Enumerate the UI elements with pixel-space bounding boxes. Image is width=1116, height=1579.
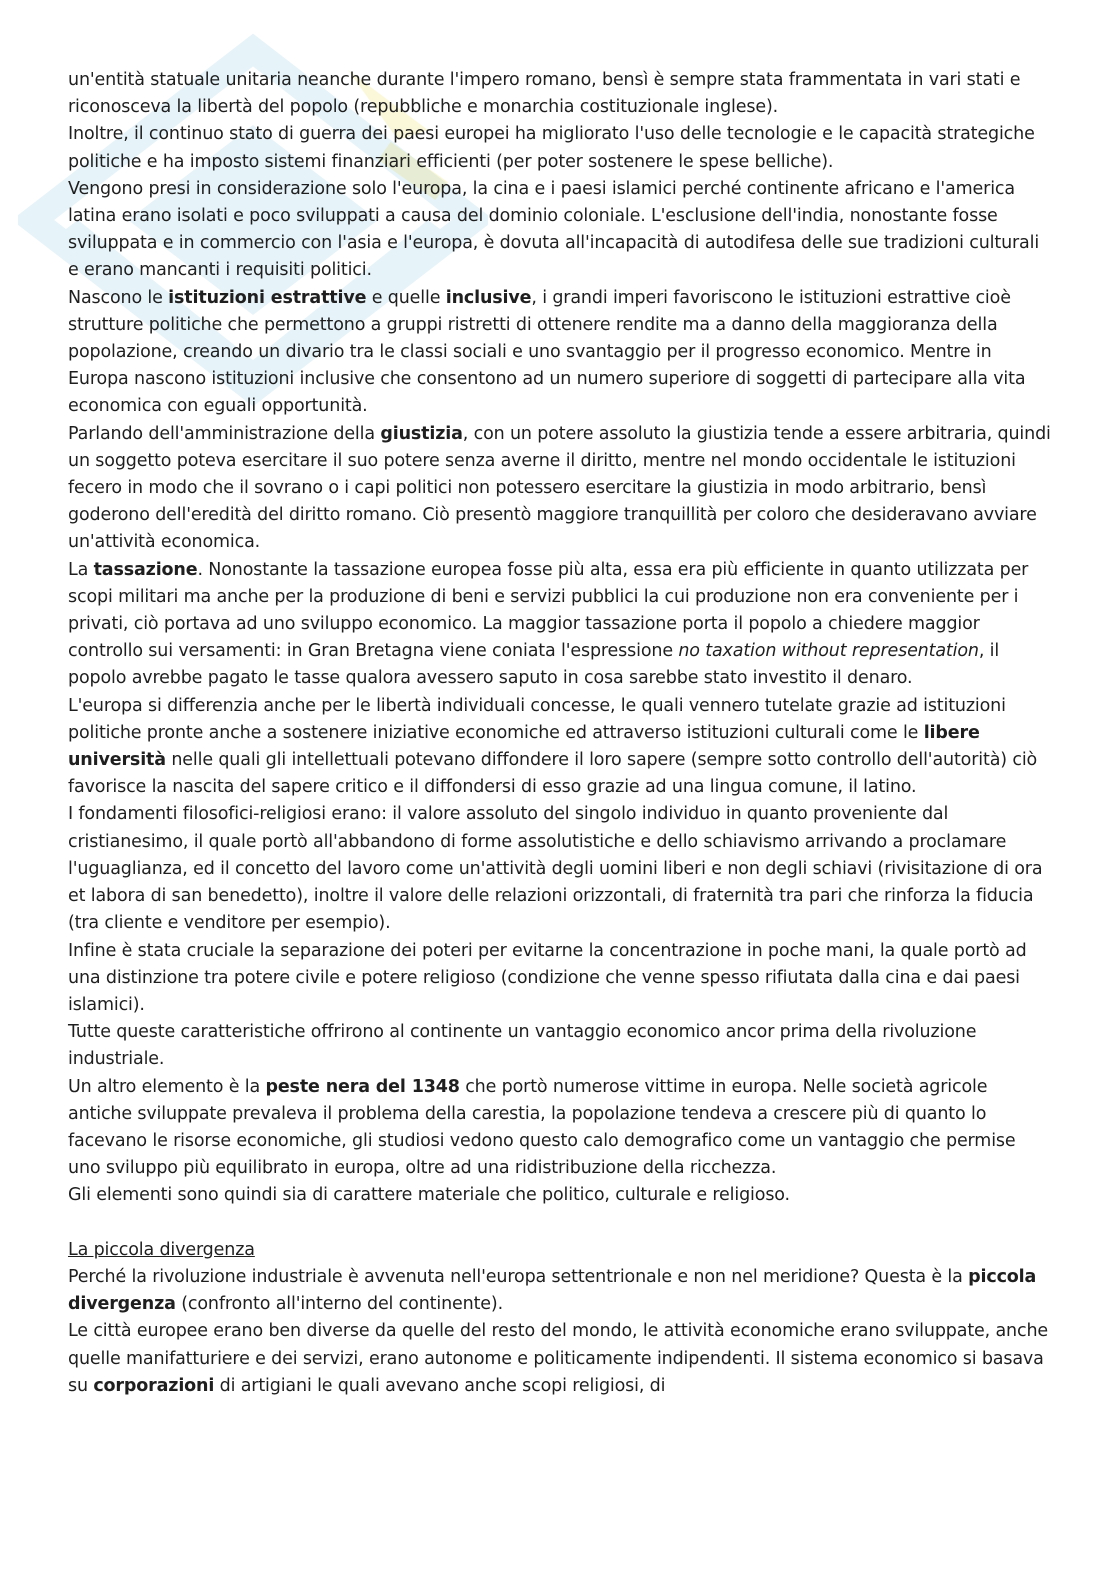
paragraph-p7 [68, 693, 1053, 802]
bold-term: peste nera del 1348 [265, 1076, 460, 1097]
paragraph-p8 [68, 801, 1053, 937]
text-run: Inoltre, il continuo stato di guerra dei paesi europei ha migliorato l'uso delle tecnologie e le capacità strategiche politiche e ha imposto sistemi finanziari efficienti (per poter sostenere le spese belliche). [68, 124, 1035, 172]
text-run: Le città europee erano ben diverse da quelle del resto del mondo, le attività economiche erano sviluppate, anche quelle manifatturiere e dei servizi, erano autonome e politicamente indipendenti. Il sistema economico si basava su [68, 1321, 1049, 1396]
text-run: Parlando dell'amministrazione della [68, 423, 381, 444]
text-run: Gli elementi sono quindi sia di carattere materiale che politico, culturale e religioso. [68, 1185, 790, 1206]
paragraph-p5 [68, 421, 1053, 557]
section-heading [68, 1237, 1053, 1264]
paragraph-p3 [68, 176, 1053, 285]
bold-term: libere università [68, 722, 980, 771]
text-run: Infine è stata cruciale la separazione dei poteri per evitarne la concentrazione in poche mani, la quale portò ad una distinzione tra potere civile e potere religioso (condizione che venne spesso rifiutata dalla cina e dai paesi islamici). [68, 940, 1027, 1015]
text-run: I fondamenti filosofici-religiosi erano: il valore assoluto del singolo individuo in quanto proveniente dal cristianesimo, il quale portò all'abbandono di forme assolutistiche e dello schiavismo arrivando a proclamare l'uguaglianza, ed il concetto del lavoro come un'attività degli uomini liberi e non degli schiavi (rivisitazione di ora et labora di san benedetto), inoltre il valore delle relazioni orizzontali, di fraternità tra pari che rinforza la fiducia (tra cliente e venditore per esempio). [68, 804, 1043, 934]
paragraph-p1 [68, 67, 1053, 121]
paragraph-p9 [68, 938, 1053, 1020]
text-run: , i grandi imperi favoriscono le istituzioni estrattive cioè strutture politiche che permettono a gruppi ristretti di ottenere rendite ma a danno della maggioranza della popolazione, creando un divario tra le classi sociali e uno svantaggio per il progresso economico. Mentre in Europa nascono istituzioni inclusive che consentono ad un numero superiore di soggetti di partecipare alla vita economica con eguali opportunità. [68, 287, 1026, 417]
bold-term: tassazione [93, 559, 198, 580]
paragraph-p12 [68, 1182, 1053, 1209]
paragraph-p4 [68, 285, 1053, 421]
text-run: (confronto all'interno del continente). [175, 1294, 503, 1315]
italic-phrase: no taxation without representation [678, 641, 979, 662]
bold-term: piccola divergenza [68, 1266, 1037, 1315]
text-run: Tutte queste caratteristiche offrirono al continente un vantaggio economico ancor prima della rivoluzione industriale. [68, 1022, 977, 1070]
paragraph-p6 [68, 557, 1053, 693]
text-run: Perché la rivoluzione industriale è avvenuta nell'europa settentrionale e non nel meridione? Questa è la [68, 1266, 969, 1287]
text-run: , il popolo avrebbe pagato le tasse qualora avessero saputo in cosa sarebbe stato investito il denaro. [68, 641, 1000, 689]
paragraph-p13 [68, 1264, 1053, 1318]
paragraph-spacer [68, 1210, 1053, 1237]
text-run: Nascono le [68, 287, 169, 308]
bold-term: corporazioni [93, 1375, 215, 1396]
text-run: di artigiani le quali avevano anche scopi religiosi, di [214, 1375, 666, 1396]
text-run: . Nonostante la tassazione europea fosse più alta, essa era più efficiente in quanto utilizzata per scopi militari ma anche per la produzione di beni e servizi pubblici la cui produzione non era conveniente per i privati, ciò portava ad uno sviluppo economico. La maggior tassazione porta il popolo a chiedere maggior controllo sui versamenti: in Gran Bretagna viene coniata l'espressione [68, 559, 1029, 662]
text-run: , con un potere assoluto la giustizia tende a essere arbitraria, quindi un soggetto poteva esercitare il suo potere senza averne il diritto, mentre nel mondo occidentale le istituzioni fecero in modo che il sovrano o i capi politici non potessero esercitare la giustizia in modo arbitrario, bensì goderono dell'eredità del diritto romano. Ciò presentò maggiore tranquillità per coloro che desideravano avviare un'attività economica. [68, 423, 1051, 553]
text-run: L'europa si differenzia anche per le libertà individuali concesse, le quali vennero tutelate grazie ad istituzioni politiche pronte anche a sostenere iniziative economiche ed attraverso istituzioni culturali come le [68, 695, 1006, 743]
text-run: che portò numerose vittime in europa. Nelle società agricole antiche sviluppate prevaleva il problema della carestia, la popolazione tendeva a crescere più di quanto lo facevano le risorse economiche, gli studiosi vedono questo calo demografico come un vantaggio che permise uno sviluppo più equilibrato in europa, oltre ad una ridistribuzione della ricchezza. [68, 1076, 1016, 1179]
text-run: nelle quali gli intellettuali potevano diffondere il loro sapere (sempre sotto controllo dell'autorità) ciò favorisce la nascita del sapere critico e il diffondersi di esso grazie ad una lingua comune, il latino. [68, 750, 1038, 798]
paragraph-p2 [68, 121, 1053, 175]
text-run: Un altro elemento è la [68, 1076, 266, 1097]
paragraph-p10 [68, 1019, 1053, 1073]
text-run: Vengono presi in considerazione solo l'europa, la cina e i paesi islamici perché continente africano e l'america latina erano isolati e poco sviluppati a causa del dominio coloniale. L'esclusione dell'india, nonostante fosse sviluppata e in commercio con l'asia e l'europa, è dovuta all'incapacità di autodifesa delle sue tradizioni culturali e erano mancanti i requisiti politici. [68, 178, 1040, 281]
text-run: La piccola divergenza [68, 1239, 255, 1260]
paragraph-p14 [68, 1318, 1053, 1400]
text-run: un'entità statuale unitaria neanche durante l'impero romano, bensì è sempre stata frammentata in vari stati e riconosceva la libertà del popolo (repubbliche e monarchia costituzionale inglese). [68, 70, 1021, 118]
bold-term: istituzioni estrattive [168, 287, 367, 308]
document-page [68, 67, 1053, 1400]
bold-term: giustizia [380, 423, 463, 444]
bold-term: inclusive [445, 287, 532, 308]
text-run: La [68, 559, 94, 580]
text-run: e quelle [366, 287, 446, 308]
paragraph-p11 [68, 1074, 1053, 1183]
